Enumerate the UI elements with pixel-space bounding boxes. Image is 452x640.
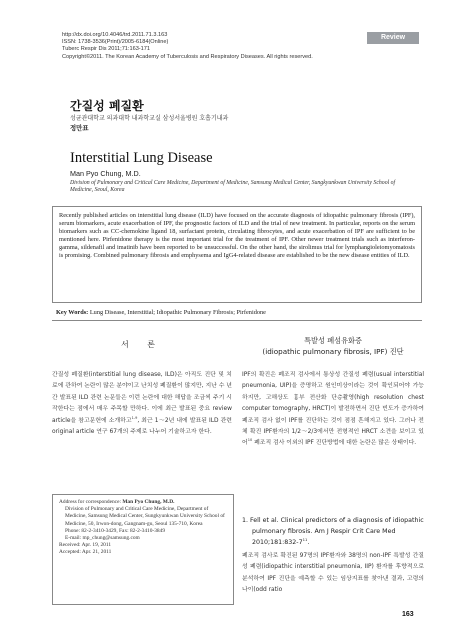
- abstract-text: Recently published articles on interstitial lung disease (ILD) have focused on the accurate diagnosis of idiopathic pulmonary fibrosis (IPF), serum biomarkers, acute exacerbation of IPF, the prognostic factors of ILD and the trial of new treatment. In particular, reports on the serum biomarkers such as CC-chemokine ligand 18, surfactant protein, circulating fibrocytes, and acute exacerbation of IPF are sufficient to be mentioned here. Pirfenidone therapy is the most important trial for the treatment of IPF. Other newer treatment trials such as interferon-gamma, sildenafil and imatinib have been reported to be unsuccessful. On the other hand, the sirolimus trial for lymphangioleiomyomatosis is promising. Combined pulmonary fibrosis and emphysema and IgG4-related disease are established to be the new disease entities of ILD.: [59, 212, 415, 259]
- english-title: Interstitial Lung Disease: [70, 150, 213, 166]
- korean-title: 간질성 폐질환: [70, 99, 144, 113]
- keywords-text: Lung Disease, Interstitial; Idiopathic Pulmonary Fibrosis; Pirfenidone: [89, 309, 266, 316]
- reference-summary: 폐조직 검사로 확진된 97명의 IPF환자와 38명의 non-IPF 특발성 간질성 폐렴(idiopathic interstitial pneumonia, IIP) 환자를 후향적으로 분석하여 IPF 진단을 예측할 수 있는 임상지표를 찾아낸 결과, 고령의 나이(odd ratio: [242, 553, 424, 594]
- received-date: Received: Apr. 19, 2011: [59, 542, 112, 549]
- reference-item: 1. Fell et al. Clinical predictors of a diagnosis of idiopathic pulmonary fibrosis. Am J Respir Crit Care Med $2010;181:832-7^{11}$.: [242, 517, 424, 547]
- article-type-badge: Review: [367, 32, 419, 44]
- section-heading-ipf-en: (idiopathic pulmonary fibrosis, IPF) 진단: [262, 347, 404, 356]
- correspondence-phone: Phone: 82-2-3410-3429, Fax: 82-2-3410-3849: [65, 527, 166, 534]
- introduction-paragraph: 간질성 폐질환(interstitial lung disease, ILD)은 아직도 진단 및 치료에 관하여 논란이 많은 분야이고 난치성 폐질환이 많지만, 지난 수 년간 발표된 ILD 관련 논문들은 이런 논란에 대한 해답을 조금씩 주기 시작한다는 점에서 매우 주목할 만하다. 이에 최근 발표된 중요 review article을 참고문헌에 소개하고$^{1-9}$, 최근 1～2년 내에 발표된 ILD 관련 original article 연구 67개의 주제로 나누어 기술하고자 한다.: [52, 372, 232, 436]
- page-number: 163: [402, 611, 414, 618]
- citation-sup: 11: [302, 537, 308, 543]
- issn-line: ISSN: 1738-3536(Print)/2005-6184(Online): [62, 39, 169, 46]
- journal-meta: [62, 32, 392, 61]
- copyright-line: Copyright©2011. The Korean Academy of Tuberculosis and Respiratory Diseases. All rights reserved.: [62, 53, 313, 60]
- section-heading-ipf: [242, 335, 424, 357]
- english-affiliation: Division of Pulmonary and Critical Care Medicine, Department of Medicine, Samsung Medical Center, Sungkyunkwan University School of Medicine, Seoul, Korea: [70, 180, 396, 194]
- citation-line: Tuberc Respir Dis 2011;71:163-171: [62, 46, 150, 53]
- accepted-date: Accepted: Apr. 21, 2011: [59, 549, 112, 556]
- correspondence-box: [52, 494, 234, 605]
- correspondence-label: Address for correspondence:: [59, 499, 121, 505]
- reference-number: 1.: [242, 517, 249, 524]
- divider: [52, 320, 422, 321]
- citation-sup: 10: [247, 438, 253, 443]
- korean-affiliation: 성균관대학교 의과대학 내과학교실 삼성서울병원 호흡기내과: [70, 115, 229, 122]
- korean-author: 정만표: [70, 124, 89, 132]
- abstract-box: [52, 206, 422, 303]
- section-heading-ipf-kr: 특발성 폐섬유화증: [304, 336, 362, 345]
- ipf-paragraph: IPF의 확진은 폐조직 검사에서 통상성 간질성 폐렴(usual interstitial pneumonia, UIP)을 증명하고 원인미상이라는 것이 확인되어야 가능하지만, 고해상도 흉부 전산화 단층촬영(high resolution chest computer tomography, HRCT)이 발전하면서 진단 빈도가 증가하여 폐조직 검사 없이 IPF를 진단하는 것이 점점 흔해지고 있다. 그러나 전체 확진 IPF환자의 1/2～2/3에서만 전형적인 HRCT 소견을 보이고 있어$^{10}$ 폐조직 검사 이외의 IPF 진단방법에 대한 논란은 많은 상태이다.: [242, 372, 424, 447]
- keywords: [56, 309, 421, 316]
- citation-sup: 1-9: [131, 415, 138, 420]
- reference-text: Fell et al. Clinical predictors of a diagnosis of idiopathic pulmonary fibrosis. Am J Respir Crit Care Med 2010;181:832-7: [250, 517, 424, 547]
- correspondence-name: Man Pyo Chung, M.D.: [122, 499, 175, 505]
- english-author: Man Pyo Chung, M.D.: [70, 169, 141, 178]
- doi-line[interactable]: http://dx.doi.org/10.4046/trd.2011.71.3.163: [62, 32, 168, 38]
- correspondence-address: Division of Pulmonary and Critical Care Medicine, Department of Medicine, Samsung Medical Center, Sungkyunkwan University School of Medicine, 50, Irwon-dong, Gangnam-gu, Seoul 135-710, Korea: [65, 506, 225, 527]
- section-heading-introduction: 서 론: [121, 340, 163, 349]
- keywords-label: Key Words:: [56, 309, 89, 316]
- correspondence-email[interactable]: E-mail: mp_chung@samsung.com: [65, 535, 140, 542]
